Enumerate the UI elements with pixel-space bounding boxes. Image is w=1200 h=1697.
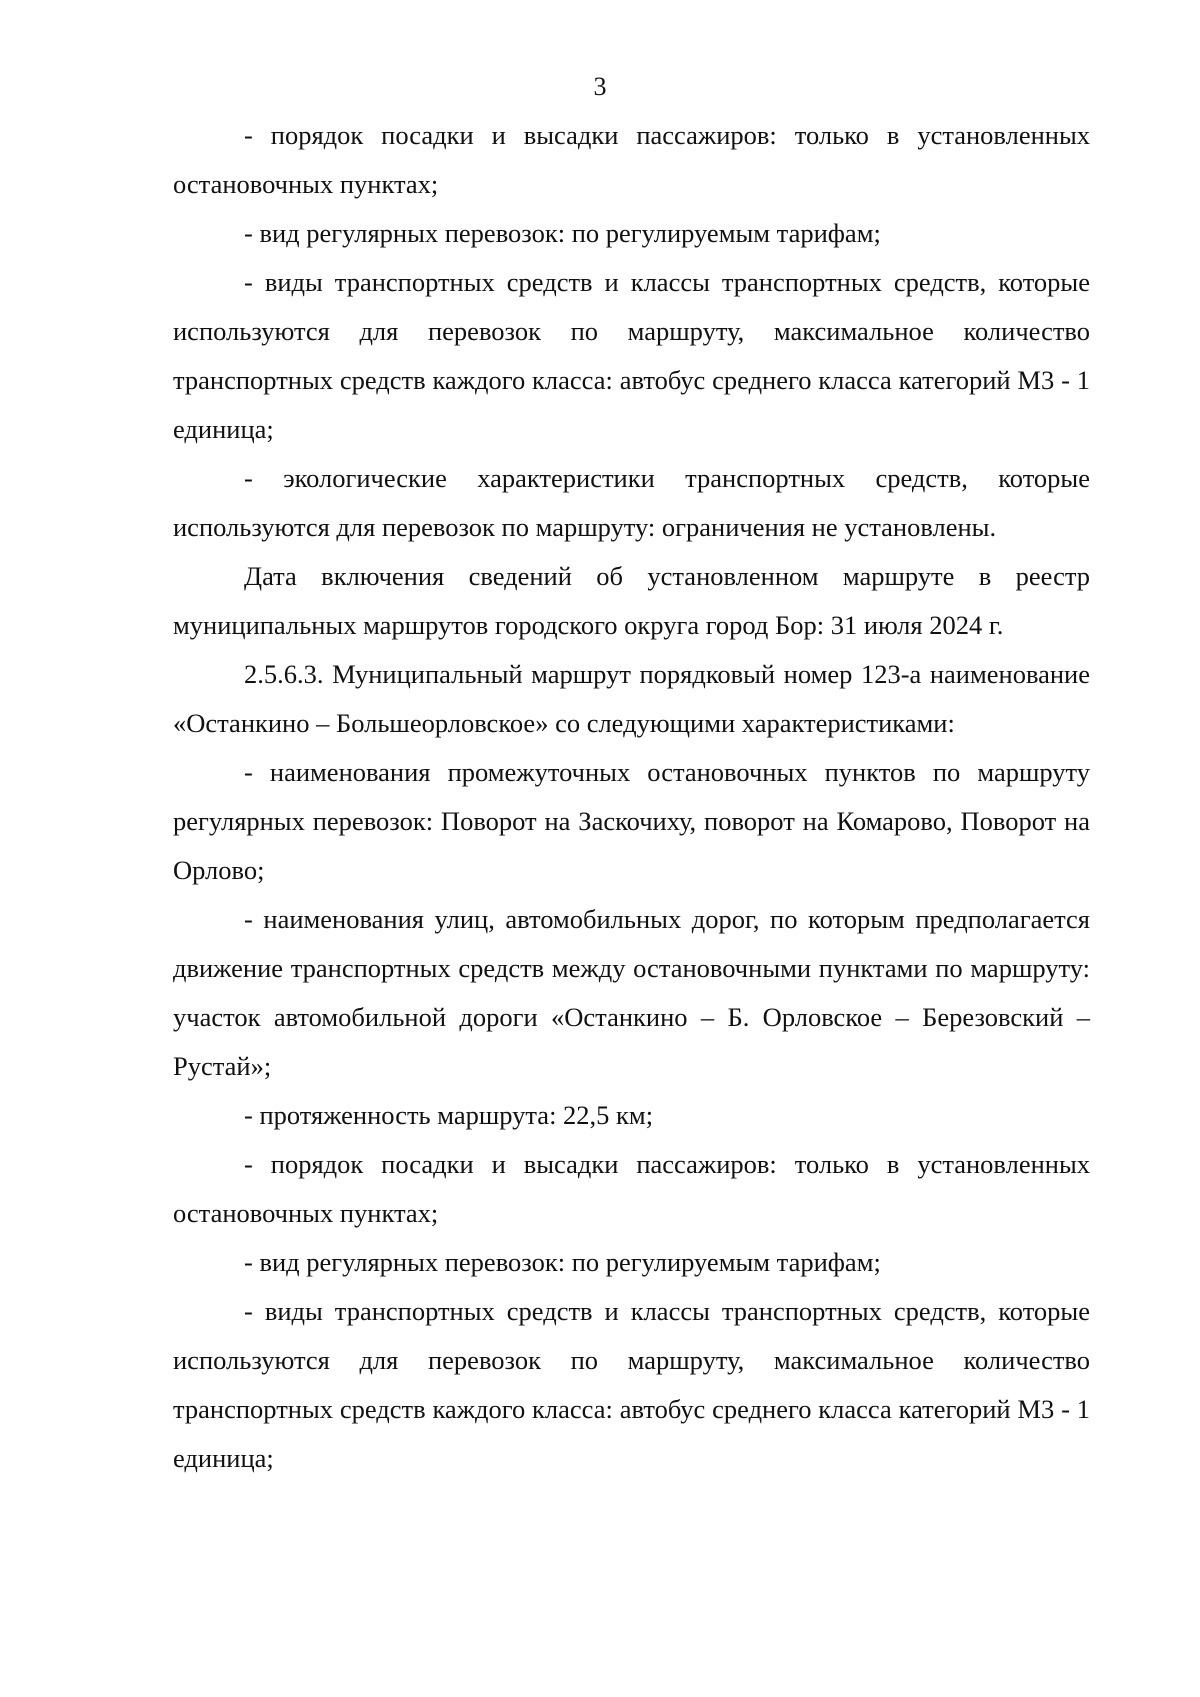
paragraph-ecological-characteristics: - экологические характеристики транспортных средств, которые используются для перевозок по маршруту: ограничения не установлены. [173, 463, 1090, 542]
paragraph-boarding-order-1: - порядок посадки и высадки пассажиров: только в установленных остановочных пунктах; [173, 120, 1090, 199]
paragraph-registry-date: Дата включения сведений об установленном маршруте в реестр муниципальных маршрутов городского округа город Бор: 31 июля 2024 г. [173, 561, 1090, 640]
paragraph-roads: - наименования улиц, автомобильных дорог, по которым предполагается движение транспортных средств между остановочными пунктами по маршруту: участок автомобильной дороги «Останкино – Б. Орловское – Березовский – Рустай»; [173, 904, 1090, 1081]
paragraph-transport-type-1: - вид регулярных перевозок: по регулируемым тарифам; [244, 218, 881, 248]
paragraph-transport-type-2: - вид регулярных перевозок: по регулируемым тарифам; [244, 1247, 881, 1277]
paragraph-intermediate-stops: - наименования промежуточных остановочных пунктов по маршруту регулярных перевозок: Поворот на Заскочиху, поворот на Комарово, Поворот на Орлово; [173, 757, 1090, 885]
paragraph-boarding-order-2: - порядок посадки и высадки пассажиров: только в установленных остановочных пунктах; [173, 1149, 1090, 1228]
paragraph-route-123a-heading: 2.5.6.3. Муниципальный маршрут порядковый номер 123-а наименование «Останкино – Большеорловское» со следующими характеристиками: [173, 659, 1090, 738]
page-number: 3 [593, 72, 607, 101]
document-body [173, 111, 1090, 1483]
paragraph-route-length: - протяженность маршрута: 22,5 км; [244, 1100, 654, 1130]
paragraph-vehicle-classes-1: - виды транспортных средств и классы транспортных средств, которые используются для перевозок по маршруту, максимальное количество транспортных средств каждого класса: автобус среднего класса категорий М3 - 1 единица; [173, 267, 1090, 444]
paragraph-vehicle-classes-2: - виды транспортных средств и классы транспортных средств, которые используются для перевозок по маршруту, максимальное количество транспортных средств каждого класса: автобус среднего класса категорий М3 - 1 единица; [173, 1296, 1090, 1473]
